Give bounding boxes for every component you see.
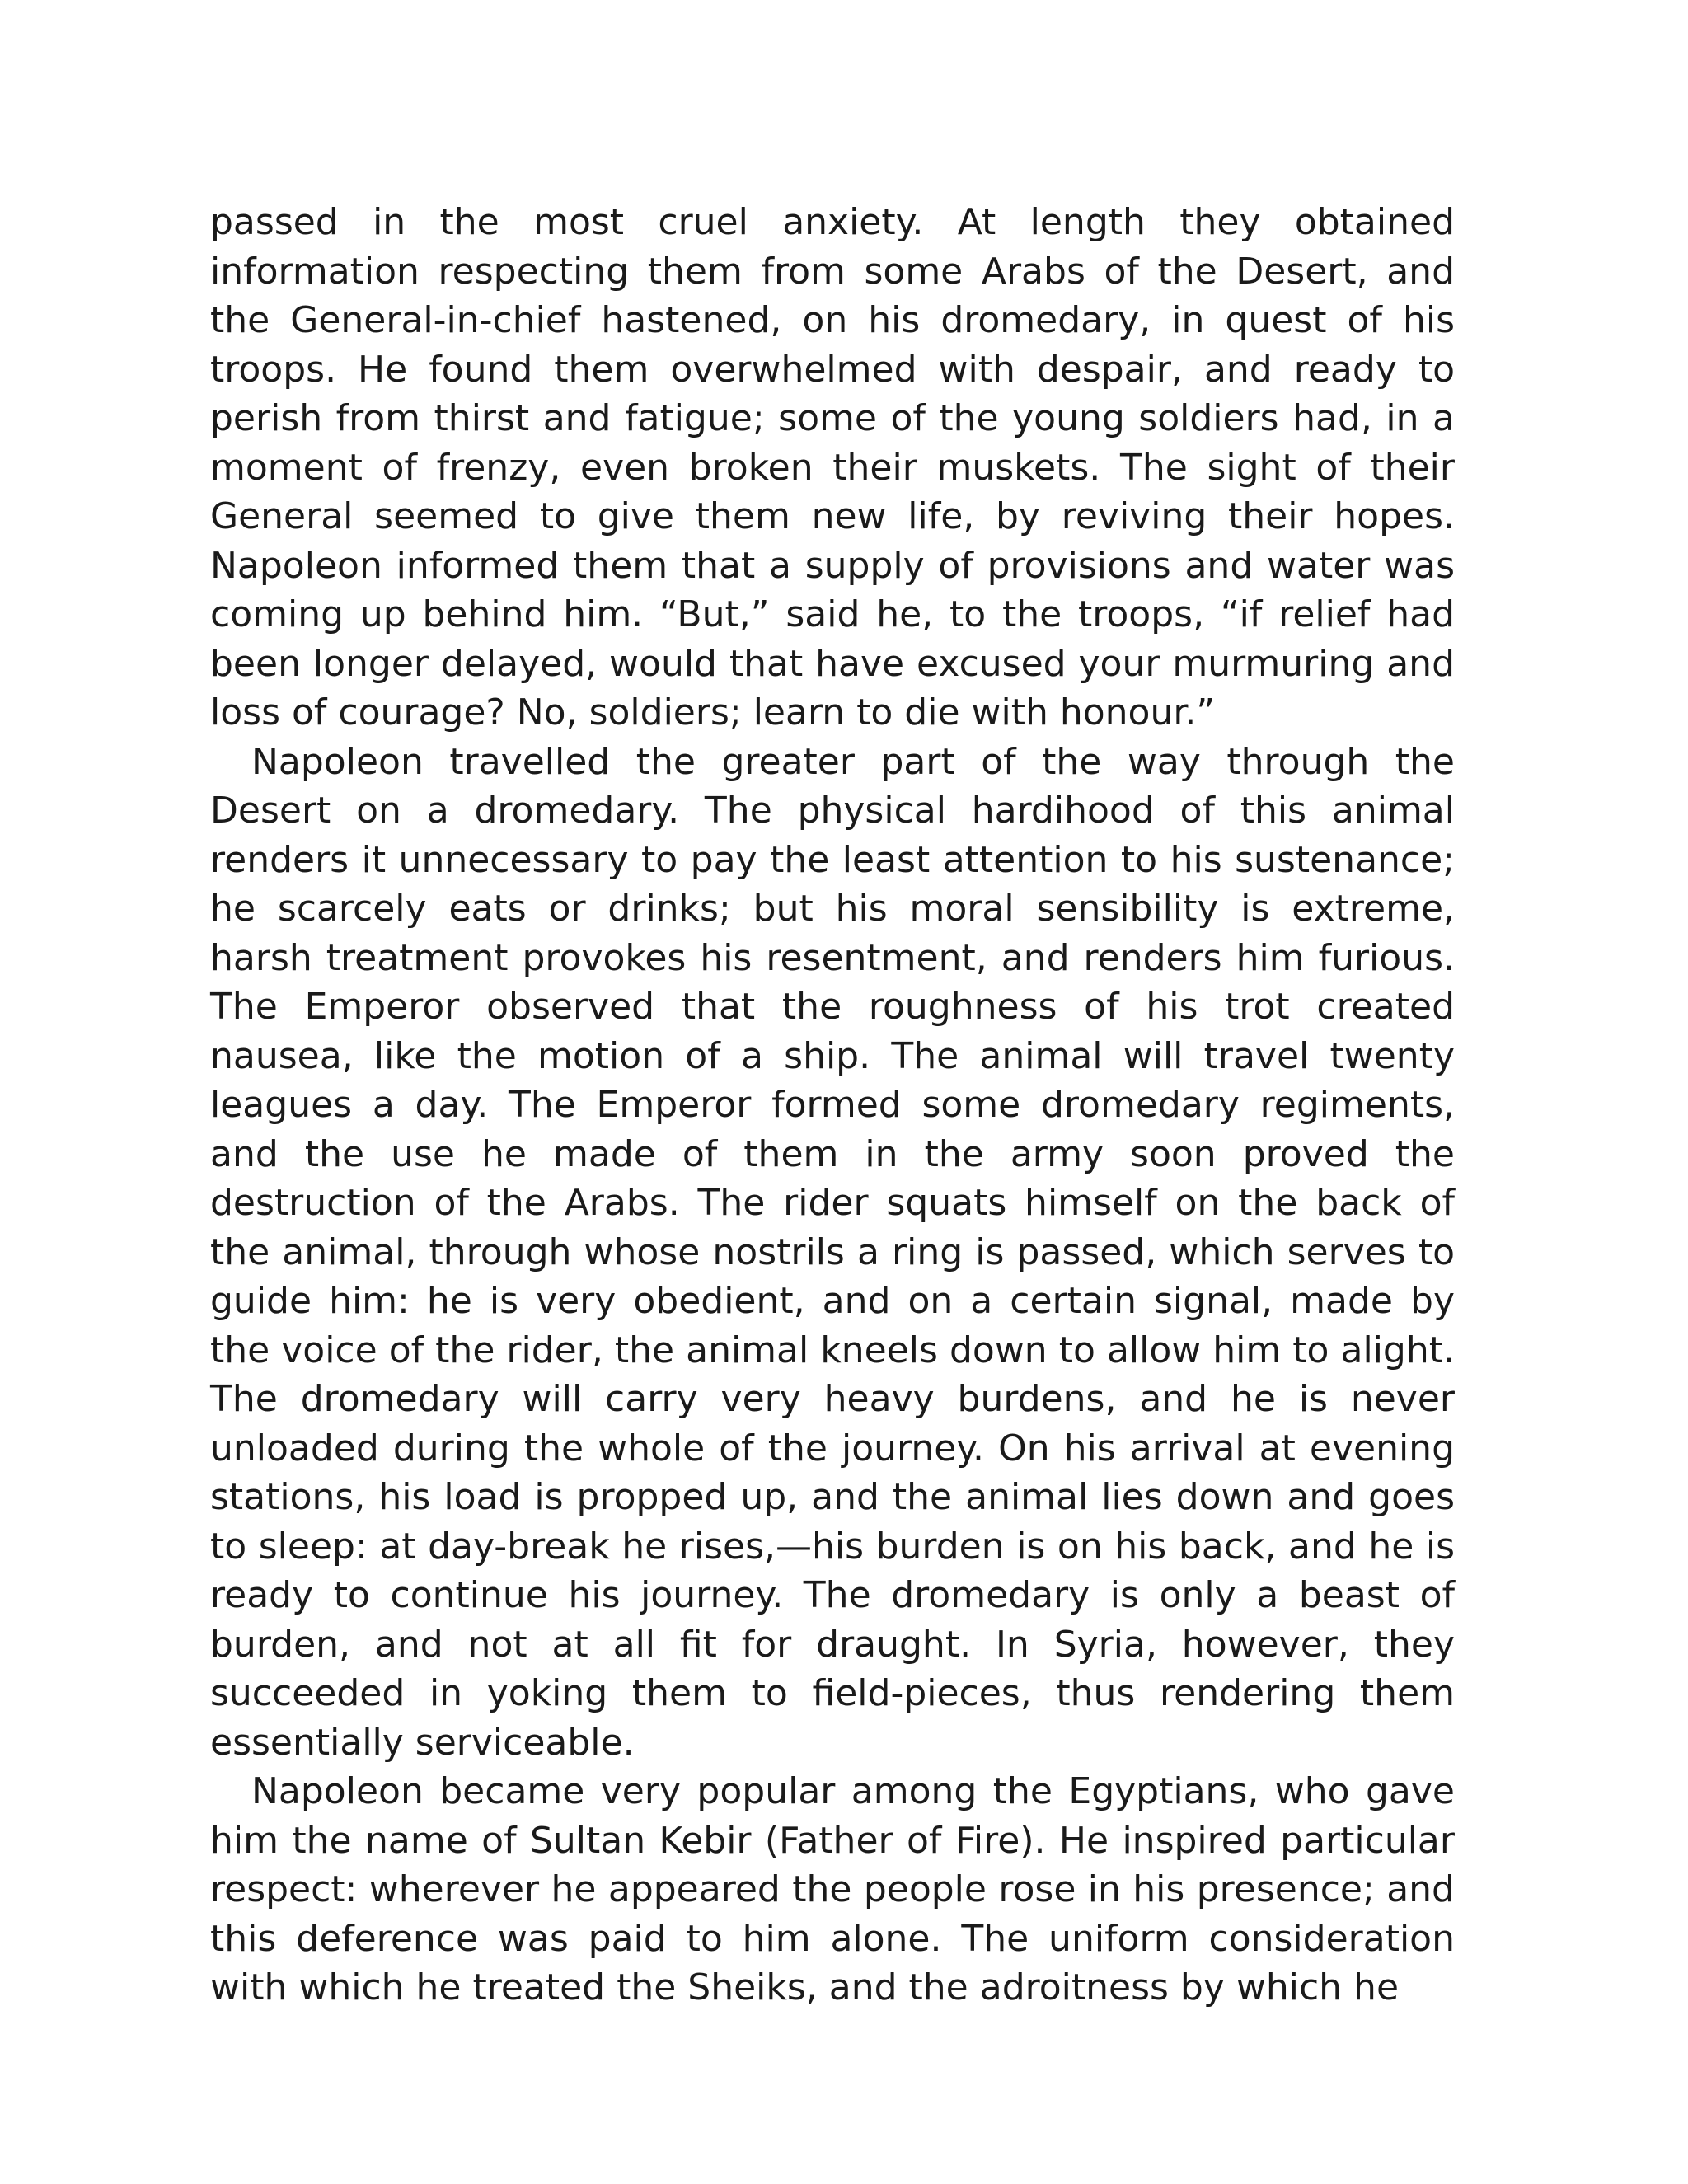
paragraph-1: passed in the most cruel anxiety. At length they obtained information respecting them from some Arabs of the Desert, and the General-in-chief hastened, on his dromedary, in quest of his troops. He found them overwhelmed with despair, and ready to perish from thirst and fatigue; some of the young soldiers had, in a moment of frenzy, even broken their muskets. The sight of their General seemed to give them new life, by reviving their hopes. Napoleon informed them that a supply of provisions and water was coming up behind him. “But,” said he, to the troops, “if relief had been longer delayed, would that have excused your murmuring and loss of courage? No, soldiers; learn to die with honour.” (210, 201, 1455, 733)
body-text (210, 198, 1455, 2013)
paragraph-2: Napoleon travelled the greater part of the way through the Desert on a dromedary. The physical hardihood of this animal renders it unnecessary to pay the least attention to his sustenance; he scarcely eats or drinks; but his moral sensibility is extreme, harsh treatment provokes his resentment, and renders him furious. The Emperor observed that the roughness of his trot created nausea, like the motion of a ship. The animal will travel twenty leagues a day. The Emperor formed some dromedary regiments, and the use he made of them in the army soon proved the destruction of the Arabs. The rider squats himself on the back of the animal, through whose nostrils a ring is passed, which serves to guide him: he is very obedient, and on a certain signal, made by the voice of the rider, the animal kneels down to allow him to alight. The dromedary will carry very heavy burdens, and he is never unloaded during the whole of the journey. On his arrival at evening stations, his load is propped up, and the animal lies down and goes to sleep: at day-break he rises,—his burden is on his back, and he is ready to continue his journey. The dromedary is only a beast of burden, and not at all fit for draught. In Syria, however, they succeeded in yoking them to field-pieces, thus rendering them essentially serviceable. (210, 740, 1455, 1764)
paragraph-3: Napoleon became very popular among the Egyptians, who gave him the name of Sultan Kebir (Father of Fire). He inspired particular respect: wherever he appeared the people rose in his presence; and this deference was paid to him alone. The uniform consideration with which he treated the Sheiks, and the adroitness by which he (210, 1770, 1455, 2008)
